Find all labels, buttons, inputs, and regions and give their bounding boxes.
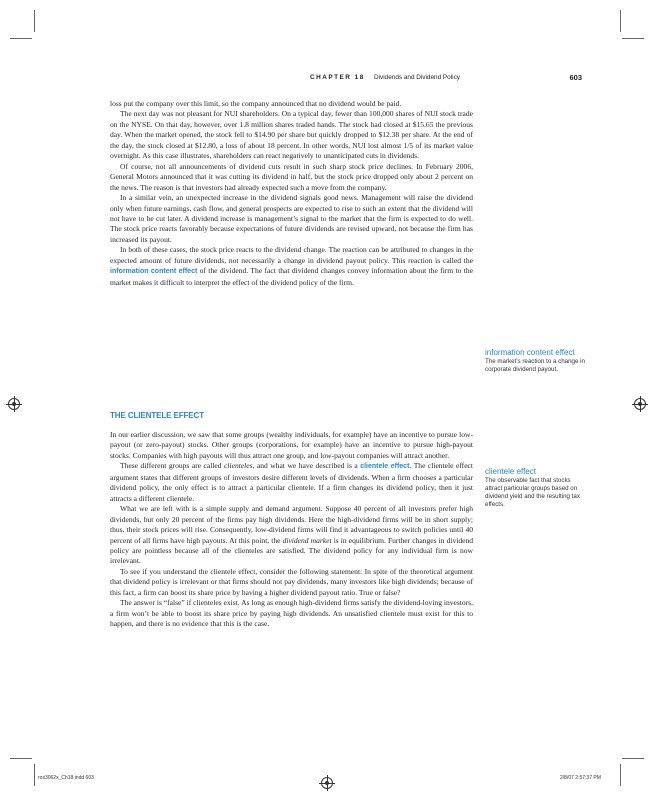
margin-term: clientele effect [485, 467, 536, 476]
paragraph: The next day was not pleasant for NUI shareholders. On a typical day, fewer than 100,000 shares of NUI stock trade on the NYSE. On that day, however, over 1.8 million shares traded hands. The stock had closed at $15.65 the previous day. When the market opened, the stock fell to $14.90 per share but quickly dropped to $12.38 per share. At the end of the day, the stock closed at $12.80, a loss of about 18 percent. In other words, NUI lost almost 1/5 of its market value overnight. As this case illustrates, shareholders can react negatively to unanticipated cuts in dividends. [110, 109, 473, 161]
section-heading: THE CLIENTELE EFFECT [110, 411, 205, 420]
chapter-label: CHAPTER 18 [310, 74, 365, 81]
registration-mark-icon [8, 398, 20, 410]
footer-file-slug: ros3062x_Ch18.indd 603 [38, 775, 94, 781]
paragraph: In a similar vein, an unexpected increase in the dividend signals good news. Management will raise the dividend only when future earnings, cash flow, and general prospects are expected to rise to such an extent that the dividend will not have to be cut later. A dividend increase is management’s signal to the market that the firm is expected to do well. The stock price reacts favorably because expectations of future dividends are revised upward, not because the firm has increased its payout. [110, 193, 473, 244]
text-run: These different groups are called [120, 461, 225, 471]
text-run: is in equilibrium. Further changes in dividend policy are pointless because all of the clienteles are satisfied. The dividend policy for any individual firm is now irrelevant. [110, 535, 474, 566]
key-term-clientele-effect: clientele effect. [360, 463, 412, 471]
running-header [310, 72, 582, 84]
crop-mark [622, 758, 644, 759]
text-run: The clientele effect argument states that different groups of investors desire different levels of dividends. When a firm chooses a particular dividend policy, the only effect is to attract a particular clientele. If a firm changes its dividend policy, then it just attracts a different clientele. [110, 461, 473, 503]
paragraph: In our earlier discussion, we saw that some groups (wealthy individuals, for example) have an incentive to pursue low-payout (or zero-payout) stocks. Other groups (corporations, for example) have an incentive to pursue high-payout stocks. Companies with high payouts will thus attract one group, and low-payout companies will attract another. [110, 430, 473, 460]
margin-definition: The observable fact that stocks attract particular groups based on dividend yield and the resulting tax effects. [485, 477, 580, 508]
paragraph: Of course, not all announcements of dividend cuts result in such sharp stock price declines. In February 2006, General Motors announced that it was cutting its dividend in half, but the stock price dropped only about 2 percent on the news. The reason is that investors had already expected such a move from the company. [110, 161, 473, 192]
body-text [110, 99, 473, 288]
page-number: 603 [569, 73, 582, 82]
crop-mark [34, 10, 35, 32]
crop-mark [622, 38, 644, 39]
section-body-text [110, 430, 473, 630]
chapter-title: Dividends and Dividend Policy [374, 74, 460, 81]
margin-term: information content effect [485, 348, 575, 357]
text-run: What we are left with is a simple supply and demand argument. Suppose 40 percent of all investors prefer high dividends, but only 20 percent of the firms pay high dividends. Here the high-dividend firms will be in short supply; thus, their stock prices will rise. Consequently, low-dividend firms will find it advantageous to switch policies until 40 percent of all firms have high payouts. At this point, the [110, 504, 473, 545]
paragraph: loss put the company over this limit, so the company announced that no dividend would be paid. [110, 99, 402, 108]
margin-note-clientele-effect [485, 467, 585, 509]
registration-mark-icon [634, 398, 646, 410]
paragraph: To see if you understand the clientele effect, consider the following statement: In spite of the theoretical argument that dividend policy is irrelevant or that firms should not pay dividends, many investors like high dividends; because of this fact, a firm can boost its share price by having a higher dividend payout ratio. True or false? [110, 566, 473, 597]
emphasis: clienteles, [224, 461, 255, 471]
crop-mark [10, 38, 32, 39]
margin-definition: The market’s reaction to a change in corporate dividend payout. [485, 358, 585, 373]
text-run: In both of these cases, the stock price reacts to the dividend change. The reaction can be attributed to changes in the expected amount of future dividends, not necessarily a change in dividend payout policy. This reaction is called the [110, 245, 473, 265]
crop-mark [10, 758, 32, 759]
text-run: and what we have described is a [254, 461, 361, 471]
crop-mark [620, 10, 621, 32]
registration-mark-icon [321, 777, 333, 789]
paragraph [110, 461, 473, 504]
key-term-information-content-effect: information content effect [110, 268, 198, 276]
margin-note-information-content-effect [485, 348, 585, 374]
paragraph [110, 245, 473, 288]
emphasis: dividend market [282, 535, 332, 545]
crop-mark [620, 764, 621, 786]
footer-timestamp: 2/8/07 2:57:37 PM [560, 775, 601, 781]
paragraph [110, 504, 473, 567]
crop-mark [34, 764, 35, 786]
text-run: of the dividend. The fact that dividend changes convey information about the firm to the market makes it difficult to interpret the effect of the dividend policy of the firm. [110, 266, 473, 287]
paragraph: The answer is “false” if clienteles exist. As long as enough high-dividend firms satisfy the dividend-loving investors, a firm won’t be able to boost its share price by paying high dividends. An unsatisfied clientele must exist for this to happen, and there is no evidence that this is the case. [110, 598, 473, 629]
